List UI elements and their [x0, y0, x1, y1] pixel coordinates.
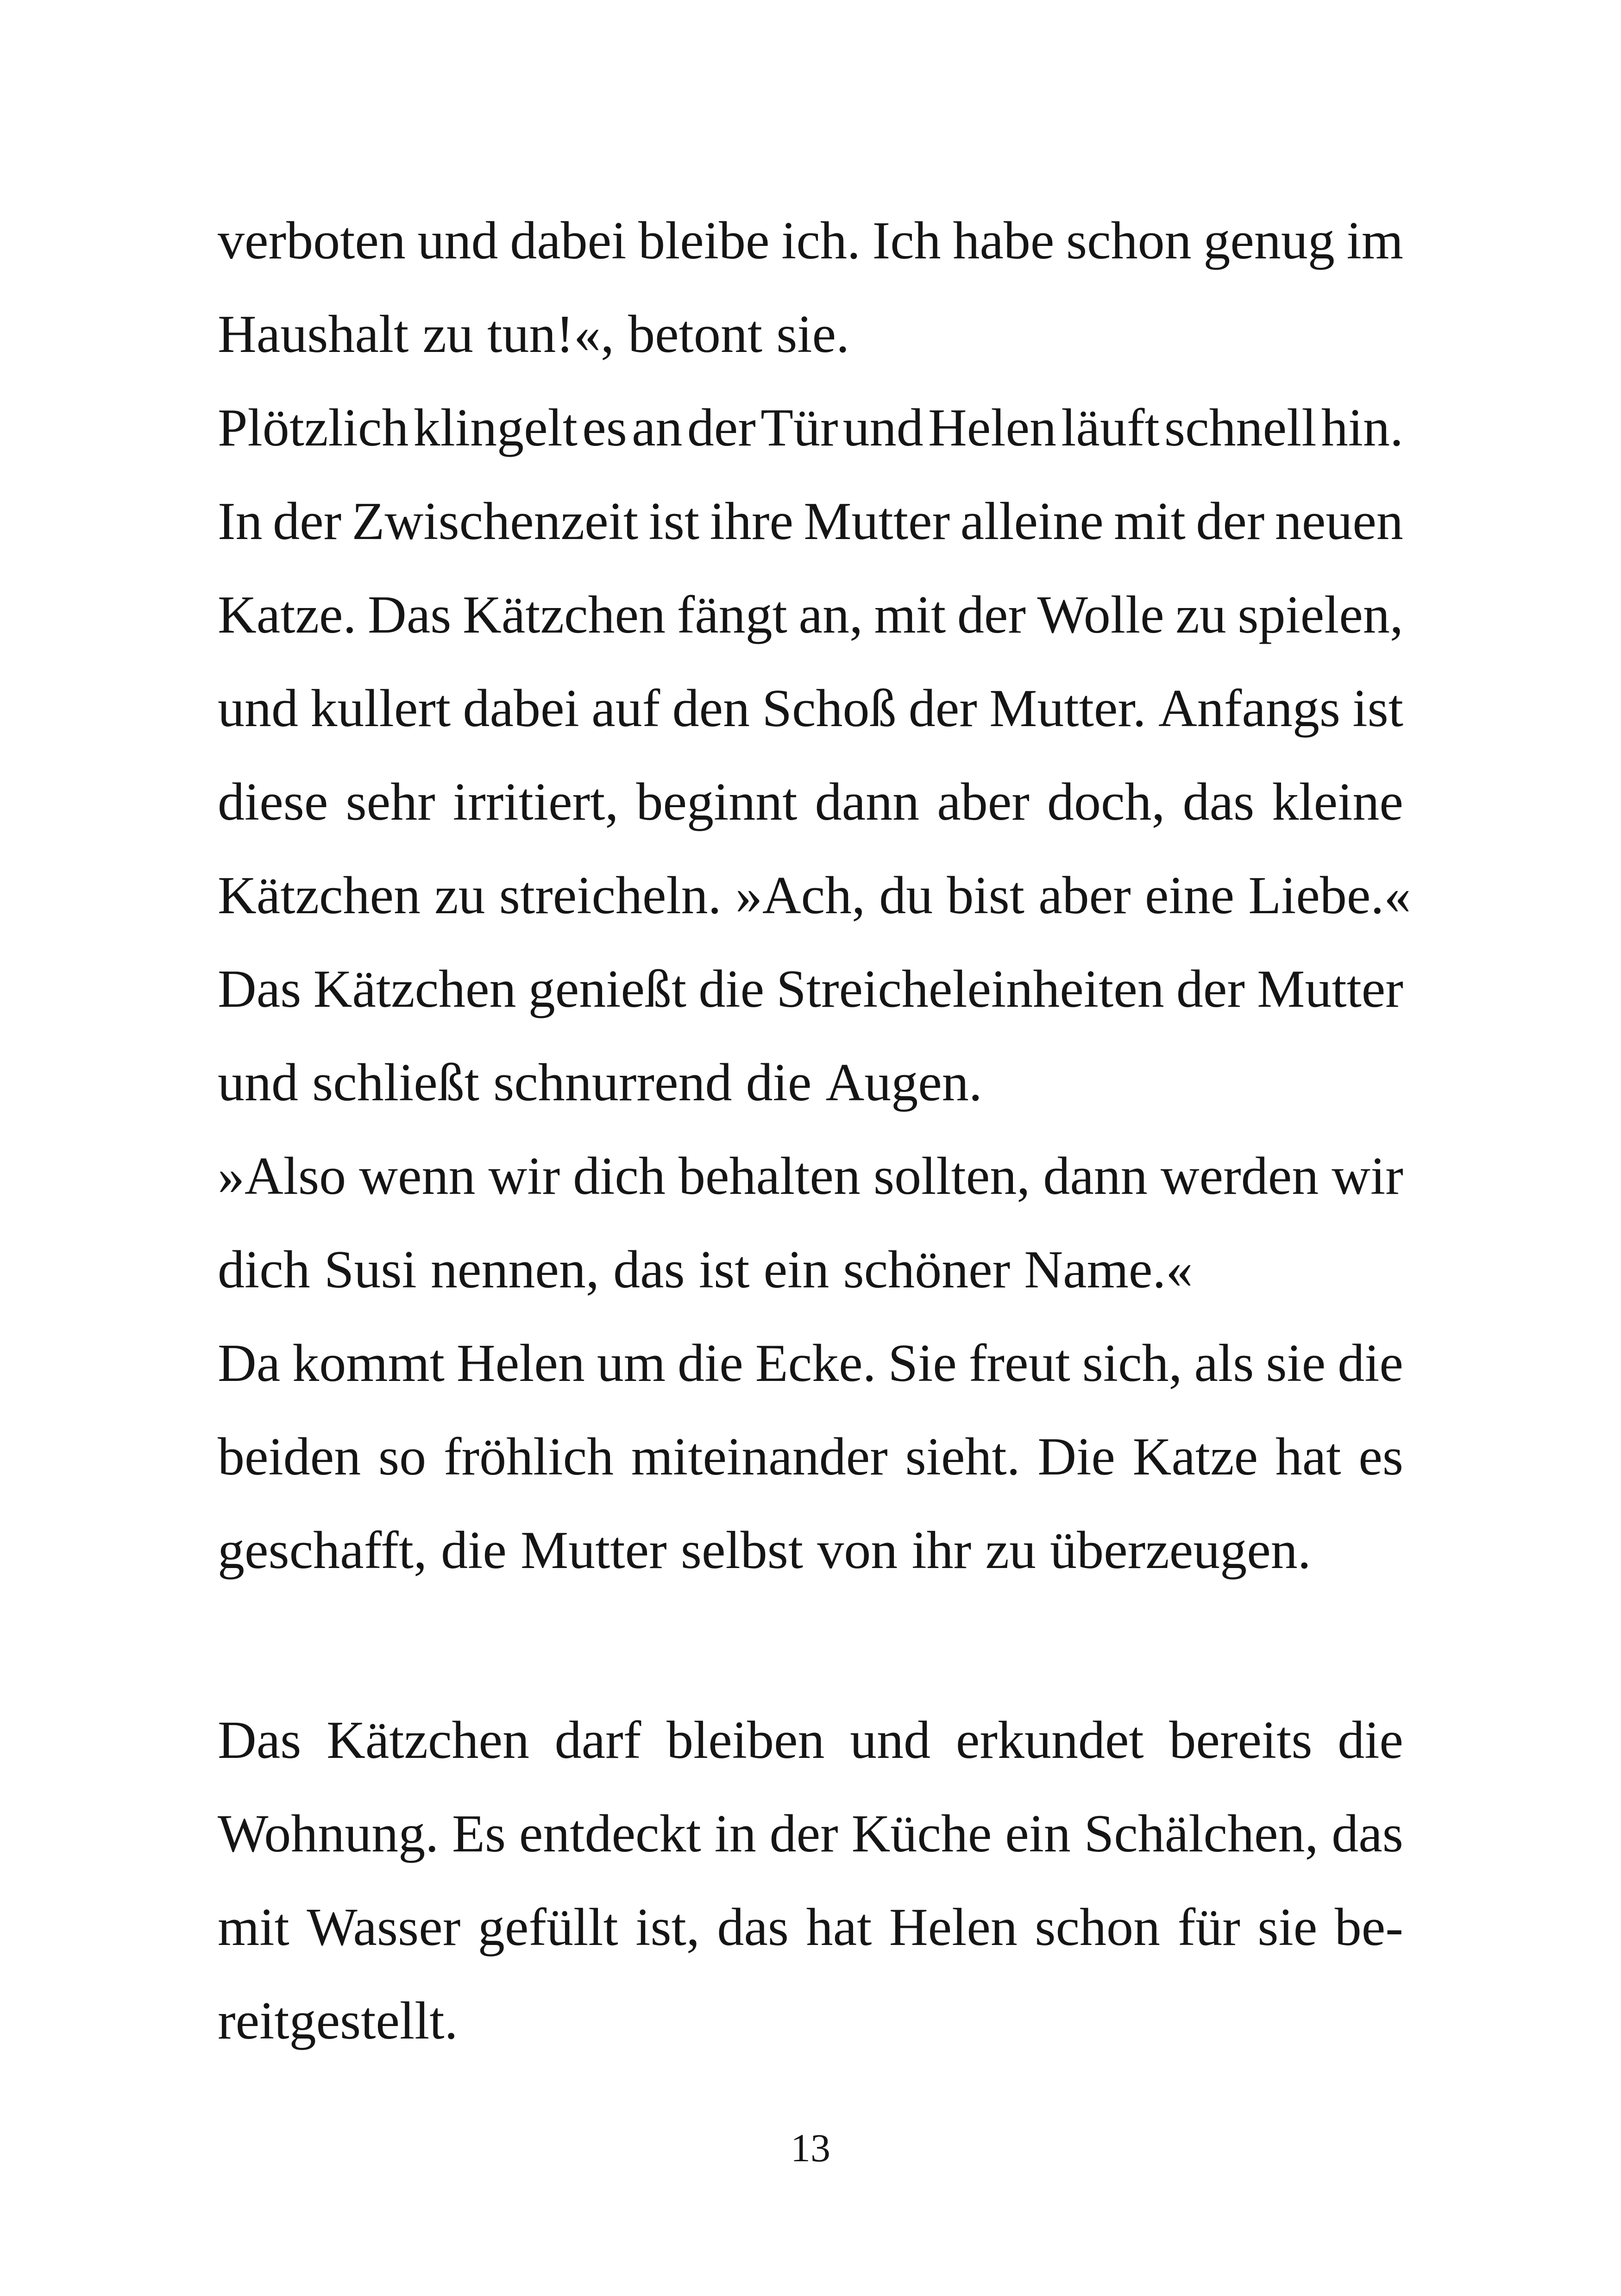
- text-line: reitgestellt.: [218, 1991, 458, 2051]
- text-line: und schließt schnurrend die Augen.: [218, 1053, 982, 1112]
- text-line: beiden so fröhlich miteinander sieht. Die Katze hat es: [218, 1427, 1403, 1487]
- text-line: Das Kätzchen genießt die Streicheleinheiten der Mutter: [218, 960, 1403, 1019]
- text-line: Das Kätzchen darf bleiben und erkundet bereits die: [218, 1711, 1403, 1770]
- text-line: Katze. Das Kätzchen fängt an, mit der Wolle zu spielen,: [218, 585, 1403, 645]
- text-line: geschafft, die Mutter selbst von ihr zu überzeugen.: [218, 1521, 1311, 1580]
- text-line: Haushalt zu tun!«, betont sie.: [218, 305, 850, 364]
- text-line: Kätzchen zu streicheln. »Ach, du bist aber eine Liebe.«: [218, 866, 1411, 925]
- text-line: und kullert dabei auf den Schoß der Mutter. Anfangs ist: [218, 679, 1403, 738]
- text-line: dich Susi nennen, das ist ein schöner Name.«: [218, 1240, 1193, 1299]
- text-line: diese sehr irritiert, beginnt dann aber doch, das kleine: [218, 772, 1403, 832]
- text-line: »Also wenn wir dich behalten sollten, dann werden wir: [218, 1147, 1403, 1206]
- page-number: 13: [791, 2126, 830, 2170]
- text-line: In der Zwischenzeit ist ihre Mutter alleine mit der neuen: [218, 492, 1403, 551]
- body-text: [218, 211, 1411, 2087]
- text-line: Plötzlich klingelt es an der Tür und Helen läuft schnell hin.: [218, 398, 1403, 458]
- paragraph: [218, 211, 1411, 1616]
- text-line: verboten und dabei bleibe ich. Ich habe schon genug im: [218, 211, 1403, 270]
- text-line: Da kommt Helen um die Ecke. Sie freut sich, als sie die: [218, 1334, 1403, 1393]
- paragraph: [218, 1713, 1403, 2087]
- text-line: Wohnung. Es entdeckt in der Küche ein Schälchen, das: [218, 1804, 1403, 1863]
- text-line: mit Wasser gefüllt ist, das hat Helen schon für sie be-: [218, 1898, 1403, 1957]
- paragraph-gap: [218, 1616, 1403, 1713]
